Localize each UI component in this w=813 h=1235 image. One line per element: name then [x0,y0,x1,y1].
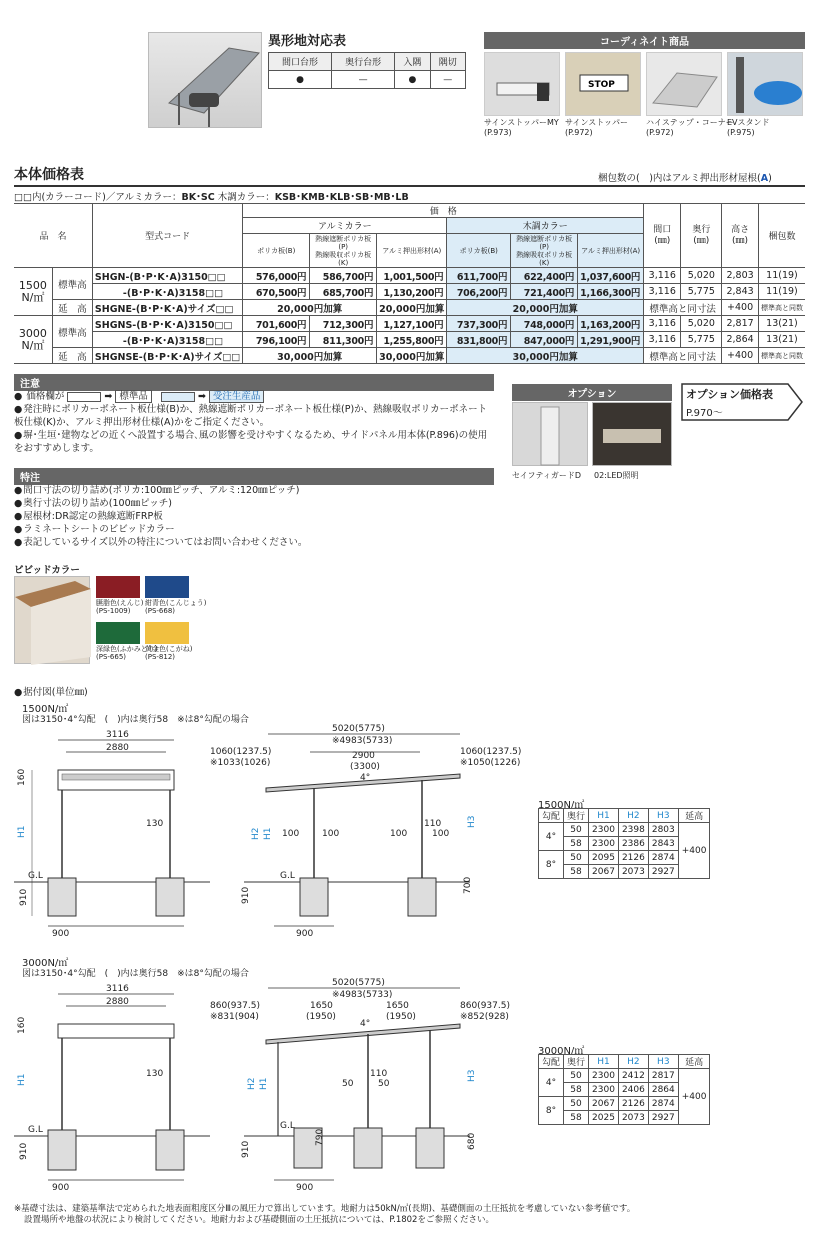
d2-d1650b: 1650 [386,1001,409,1011]
th: H1 [589,1055,619,1069]
row-code: SHGNSE-(B･P･K･A)サイズ□□ [92,348,242,364]
d1-h3: H3 [467,815,477,828]
footer-note [14,1204,804,1226]
carport-illustration [149,33,263,129]
coord-page: (P.975) [727,128,755,137]
legend-line: ● 価格欄が ➡ 標準品 ➡ 受注生産品 [14,390,494,403]
pack-cell: 11(19) [758,284,805,300]
std-label: 標準高 [52,268,92,300]
option-price-link[interactable] [680,382,804,422]
vivid-title: ビビッドカラー [14,565,80,576]
th: 延高 [678,809,710,823]
d1-d3300: (3300) [350,762,380,772]
h-width: 間口 (㎜) [644,204,681,268]
vivid-photo [14,576,90,664]
coord-products [484,52,805,142]
td: 2927 [648,1111,678,1125]
legend-std: 標準品 [115,390,152,403]
price-cell: 811,300円 [310,332,377,348]
d1-a100: 100 [282,829,300,839]
special-list [14,484,494,549]
d1-ll: 1060(1237.5) [210,747,272,757]
td: 4° [539,1069,564,1097]
legend-order: 受注生産品 [209,390,265,403]
coord-name: サインストッパーMY [484,118,559,127]
side-elevation-1 [210,724,522,940]
depth-cell: 5,020 [681,316,722,332]
ext-pack: 標準高と同数 [758,300,805,316]
d2-w2: 2880 [106,997,129,1007]
h-alu: アルミカラー [243,218,447,234]
d1-dtop: 5020(5775) [332,724,385,734]
ext-size: 標準高と同寸法 [644,348,722,364]
odd-header: 隅切 [430,53,465,71]
ext-wood: 20,000円加算 [447,300,644,316]
td: 2073 [618,865,648,879]
ext-label: 延 高 [52,300,92,316]
h-code: 型式コード [92,204,242,268]
coord-name: ハイステップ・コーナー [646,118,734,127]
td: 4° [539,823,564,851]
safety-guard-photo [512,402,588,466]
d1-rl2: ※1050(1226) [460,758,521,768]
d2-p1950a: (1950) [306,1012,336,1022]
d2-b50: 50 [378,1079,390,1089]
odd-value: — [332,71,395,89]
coord-name: EVスタンド [727,118,770,127]
width-cell: 3,116 [644,284,681,300]
ext-alu-a: 20,000円加算 [377,300,447,316]
td: 2300 [589,1083,619,1097]
td: 2300 [589,1069,619,1083]
swatch-code: (PS-665) [96,653,127,661]
option-price-page: P.970〜 [686,408,723,419]
swatch-yellow [145,622,189,644]
price-cell: 611,700円 [447,268,511,284]
d2-note: 図は3150･4°勾配 ( )内は奥行58 ※は8°勾配の場合 [22,969,249,979]
price-cell: 1,291,900円 [578,332,644,348]
special-title: 特注 [14,468,494,485]
th: 延高 [678,1055,710,1069]
svg-text:STOP: STOP [588,80,615,90]
depth-cell: 5,775 [681,284,722,300]
d2-gl: G.L [28,1125,43,1135]
swatch-name: 紺青色(こんじょう) [145,599,207,607]
coord-page: (P.972) [646,128,674,137]
d2-ll: 860(937.5) [210,1001,260,1011]
odd-header: 間口台形 [269,53,332,71]
option-title: オプション [512,384,672,401]
ext-alu: 20,000円加算 [243,300,377,316]
d1-gl: G.L [28,871,43,881]
td: 2843 [648,837,678,851]
swatch-blue [145,576,189,598]
h-heat: 熱線遮断ポリカ板(P) 熱線吸収ポリカ板(K) [511,234,578,268]
td: 2073 [618,1111,648,1125]
price-cell: 748,000円 [511,316,578,332]
td: 2412 [618,1069,648,1083]
note-1: ● 発注時にポリカーボネート板仕様(B)か、熱線遮断ポリカーボネート板仕様(P)か、熱線吸収ポリカーボネート板仕様(K)か、アルミ押出形材仕様(A)かをご指定ください。 [14,403,494,429]
height-table-1500 [538,808,710,879]
swatch-green [96,622,140,644]
d2-d130: 130 [146,1069,164,1079]
row-code: SHGN-(B･P･K･A)3150□□ [92,268,242,284]
d1-deg: 4° [360,773,371,783]
width-cell: 3,116 [644,316,681,332]
special-item: ● ラミネートシートのビビッドカラー [14,523,494,536]
price-cell: 847,000円 [511,332,578,348]
d2-h680: 680 [467,1132,477,1150]
h-price: 価 格 [243,204,644,218]
td: 2300 [589,823,619,837]
d1-w900: 900 [52,929,70,939]
d2-d110: 110 [370,1069,388,1079]
width-cell: 3,116 [644,268,681,284]
swatch-code: (PS-668) [145,607,176,615]
td: 2874 [648,851,678,865]
price-cell: 576,000円 [243,268,310,284]
ext-wood: 30,000円加算 [447,348,644,364]
price-cell: 685,700円 [310,284,377,300]
swatch-red [96,576,140,598]
h-poly: ポリカ板(B) [447,234,511,268]
d1-w900b: 900 [296,929,314,939]
th: H3 [648,809,678,823]
d1-load: 1500N/㎡ [22,704,69,715]
price-cell: 1,037,600円 [578,268,644,284]
td: +400 [678,823,710,879]
price-cell: 1,001,500円 [377,268,447,284]
carport-photo [148,32,262,128]
ext-pack: 標準高と同数 [758,348,805,364]
footer-line: ※基礎寸法は、建築基準法で定められた地表面粗度区分Ⅲの風圧力で算出しています。地耐力は50kN/㎡(長期)、基礎側面の土圧抵抗を考慮していない参考値です。 [14,1204,636,1214]
d2-p1950b: (1950) [386,1012,416,1022]
std-label: 標準高 [52,316,92,348]
price-cell: 737,300円 [447,316,511,332]
height-cell: 2,803 [722,268,759,284]
td: 2386 [618,837,648,851]
d1-d130: 130 [146,819,164,829]
row-code: SHGNS-(B･P･K･A)3150□□ [92,316,242,332]
d1-dtop2: ※4983(5733) [332,736,393,746]
swatch-name: 黄金色(こがね) [145,645,193,653]
price-cell: 670,500円 [243,284,310,300]
td: 2864 [648,1083,678,1097]
depth-cell: 5,775 [681,332,722,348]
td: 50 [564,851,589,865]
width-cell: 3,116 [644,332,681,348]
td: 58 [564,865,589,879]
sign-stopper-my-photo [484,52,560,116]
d1-ll2: ※1033(1026) [210,758,271,768]
front-elevation-2 [14,980,210,1194]
d2-h910: 910 [19,1142,29,1160]
color-line: □□内(カラーコード)／アルミカラー：BK･SC 木調カラー：KSB･KMB･KLB･SB･MB･LB [14,192,409,203]
td: 2874 [648,1097,678,1111]
d1-d110: 110 [424,819,442,829]
d1-h1: H1 [17,825,27,838]
coord-page: (P.972) [565,128,593,137]
price-cell: 1,130,200円 [377,284,447,300]
odd-shape-title: 異形地対応表 [268,34,347,49]
pack-cell: 13(21) [758,332,805,348]
d2-h160: 160 [17,1016,27,1034]
th: H2 [618,1055,648,1069]
h-wood: 木調カラー [447,218,644,234]
d1-e100: 100 [432,829,450,839]
th: 奥行 [564,809,589,823]
td: 58 [564,1083,589,1097]
d2-rl2: ※852(928) [460,1012,509,1022]
option-item: 02:LED照明 [594,471,639,480]
price-cell: 831,800円 [447,332,511,348]
h-pack: 梱包数 [758,204,805,268]
td: 58 [564,837,589,851]
sign-stopper-photo [565,52,641,116]
ext-size: 標準高と同寸法 [644,300,722,316]
h-heat: 熱線遮断ポリカ板(P) 熱線吸収ポリカ板(K) [310,234,377,268]
td: 2067 [589,865,619,879]
pack-cell: 13(21) [758,316,805,332]
price-cell: 1,166,300円 [578,284,644,300]
td: 58 [564,1111,589,1125]
td: 2300 [589,837,619,851]
price-cell: 1,163,200円 [578,316,644,332]
odd-header: 奥行台形 [332,53,395,71]
h-extr: アルミ押出形材(A) [377,234,447,268]
load-3000: 3000 N/㎡ [14,316,52,364]
footer-line: 設置場所や地盤の状況により検討してください。地耐力および基礎側面の土圧抵抗については、P.1802をご参照ください。 [24,1215,494,1225]
ev-stand-photo [727,52,803,116]
d1-c100: 100 [390,829,408,839]
d2-dtop: 5020(5775) [332,978,385,988]
d2-rl: 860(937.5) [460,1001,510,1011]
th: 奥行 [564,1055,589,1069]
t1-load: 1500N/㎡ [538,800,585,811]
row-code: -(B･P･K･A)3158□□ [92,284,242,300]
special-item: ● 間口寸法の切り詰め(ポリカ:100㎜ピッチ、アルミ:120㎜ピッチ) [14,484,494,497]
d1-h700: 700 [463,876,473,894]
price-cell: 706,200円 [447,284,511,300]
height-cell: 2,843 [722,284,759,300]
option-price-title: オプション価格表 [686,388,774,401]
th: H3 [648,1055,678,1069]
d2-h1b: H1 [259,1077,269,1090]
d1-w2: 2880 [106,743,129,753]
d1-h2: H2 [251,827,261,840]
td: +400 [678,1069,710,1125]
h-item: 品 名 [14,204,92,268]
notes-body [14,390,494,455]
price-cell: 796,100円 [243,332,310,348]
d1-note: 図は3150･4°勾配 ( )内は奥行58 ※は8°勾配の場合 [22,715,249,725]
load-1500: 1500 N/㎡ [14,268,52,316]
td: 2817 [648,1069,678,1083]
coord-page: (P.973) [484,128,512,137]
swatch-code: (PS-812) [145,653,176,661]
d1-b100: 100 [322,829,340,839]
td: 8° [539,1097,564,1125]
legend-white-box [67,392,101,402]
price-note: 梱包数の( )内はアルミ押出形材屋根(A) [598,173,772,184]
side-elevation-2 [210,978,510,1194]
td: 50 [564,1097,589,1111]
notes-title: 注意 [14,374,494,391]
swatch-name: 臙脂色(えんじ) [96,599,144,607]
d2-a50: 50 [342,1079,354,1089]
led-photo [592,402,672,466]
depth-cell: 5,020 [681,268,722,284]
height-table-3000 [538,1054,710,1125]
d2-ll2: ※831(904) [210,1012,259,1022]
d2-w900: 900 [52,1183,70,1193]
odd-value: ● [269,71,332,89]
legend-blue-box [161,392,195,402]
th: H2 [618,809,648,823]
price-table [14,203,805,364]
price-cell: 712,300円 [310,316,377,332]
price-cell: 1,127,100円 [377,316,447,332]
td: 2803 [648,823,678,837]
h-extr: アルミ押出形材(A) [578,234,644,268]
d2-w900b: 900 [296,1183,314,1193]
d2-h910b: 910 [241,1140,251,1158]
swatch-name: 深緑色(ふかみどり) [96,645,158,653]
d2-gl2: G.L [280,1121,295,1131]
special-item: ● 屋根材:DR認定の熱線遮断FRP板 [14,510,494,523]
d2-deg: 4° [360,1019,371,1029]
d1-gl2: G.L [280,871,295,881]
th: 勾配 [539,809,564,823]
h-depth: 奥行 (㎜) [681,204,722,268]
coord-title: コーディネイト商品 [484,32,805,49]
ext-alu: 30,000円加算 [243,348,377,364]
td: 2067 [589,1097,619,1111]
odd-value: ● [395,71,430,89]
d2-load: 3000N/㎡ [22,958,69,969]
d1-w1: 3116 [106,730,129,740]
td: 2406 [618,1083,648,1097]
price-cell: 622,400円 [511,268,578,284]
price-cell: 721,400円 [511,284,578,300]
drawing-title: ● 据付図(単位㎜) [14,684,88,698]
th: H1 [589,809,619,823]
price-cell: 701,600円 [243,316,310,332]
td: 50 [564,1069,589,1083]
row-code: SHGNE-(B･P･K･A)サイズ□□ [92,300,242,316]
d1-rl: 1060(1237.5) [460,747,522,757]
high-step-corner-photo [646,52,722,116]
front-elevation-1 [14,726,210,940]
pack-cell: 11(19) [758,268,805,284]
d2-w1: 3116 [106,984,129,994]
d2-h790: 790 [315,1128,325,1146]
h-height: 高さ (㎜) [722,204,759,268]
height-cell: 2,817 [722,316,759,332]
ext-height: +400 [722,348,759,364]
price-title: 本体価格表 [14,167,84,183]
d1-h1b: H1 [263,827,273,840]
odd-shape-table [268,52,466,89]
d1-h910b: 910 [241,886,251,904]
odd-value: — [430,71,465,89]
price-cell: 1,255,800円 [377,332,447,348]
price-cell: 586,700円 [310,268,377,284]
d1-h160: 160 [17,768,27,786]
special-item: ● 奥行寸法の切り詰め(100㎜ピッチ) [14,497,494,510]
td: 2095 [589,851,619,865]
th: 勾配 [539,1055,564,1069]
ext-height: +400 [722,300,759,316]
swatch-code: (PS-1009) [96,607,131,615]
td: 2927 [648,865,678,879]
d2-dtop2: ※4983(5733) [332,990,393,1000]
h-poly: ポリカ板(B) [243,234,310,268]
t2-load: 3000N/㎡ [538,1046,585,1057]
coord-name: サインストッパー [565,118,628,127]
td: 2398 [618,823,648,837]
td: 2025 [589,1111,619,1125]
height-cell: 2,864 [722,332,759,348]
option-item: セイフティガードD [512,471,582,480]
row-code: -(B･P･K･A)3158□□ [92,332,242,348]
d1-d2900: 2900 [352,751,375,761]
special-item: ● 表記しているサイズ以外の特注についてはお問い合わせください。 [14,536,494,549]
odd-header: 入隅 [395,53,430,71]
d2-h3: H3 [467,1069,477,1082]
note-2: ● 塀･生垣･建物などの近くへ設置する場合､風の影響を受けやすくなるため、サイドパネル用本体(P.896)の使用をおすすめします。 [14,429,494,455]
d2-h1: H1 [17,1073,27,1086]
d2-d1650a: 1650 [310,1001,333,1011]
ext-label: 延 高 [52,348,92,364]
d2-h2: H2 [247,1077,257,1090]
td: 2126 [618,1097,648,1111]
d1-h910: 910 [19,888,29,906]
td: 2126 [618,851,648,865]
td: 50 [564,823,589,837]
td: 8° [539,851,564,879]
ext-alu-a: 30,000円加算 [377,348,447,364]
